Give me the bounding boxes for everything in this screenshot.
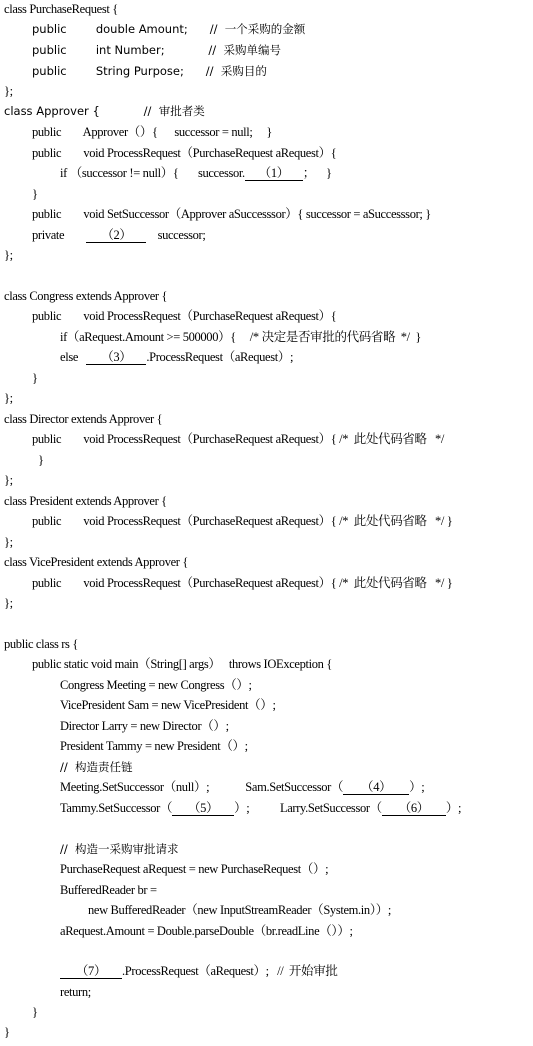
code-text: public class rs { [4,637,78,651]
code-line [60,982,91,1002]
blank-2: （2） [86,227,146,243]
code-line [4,245,13,265]
code-text: .ProcessRequest（aRequest）; [146,350,294,364]
code-text: class Director extends Approver { [4,412,163,426]
code-line [32,61,267,81]
code-line [32,122,272,142]
code-line [32,40,281,60]
code-text: }; [4,84,13,98]
code-text: }; [4,473,13,487]
code-text: // 构造责任链 [60,760,133,774]
blank-4: （4） [343,779,409,795]
code-text: public void ProcessRequest（PurchaseRequest aRequest）{ /* 此处代码省略 */ } [32,576,453,590]
code-text: new BufferedReader（new InputStreamReader（System.in））; [88,903,392,917]
code-text: ）; Larry.SetSuccessor（ [234,801,382,815]
code-text: ； } [302,166,332,180]
blank-7: （7） [60,963,122,979]
code-text: }; [4,535,13,549]
code-text: public void ProcessRequest（PurchaseRequest aRequest）{ /* 此处代码省略 */ } [32,514,453,528]
code-text: BufferedReader br = [60,883,157,897]
code-line [60,777,424,797]
code-text: if（aRequest.Amount >= 500000）{ /* 决定是否审批的代码省略 */ } [60,330,421,344]
code-line [4,286,167,306]
code-text: aRequest.Amount = Double.parseDouble（br.readLine（））; [60,924,353,938]
code-text: else [60,350,87,364]
code-line [4,101,205,121]
code-line [32,1002,38,1022]
code-line [4,470,13,490]
code-line [32,204,431,224]
code-line [32,654,332,674]
code-line [60,716,229,736]
code-text: public void SetSuccessor（Approver aSuccesssor）{ successor = aSuccesssor; } [32,207,431,221]
code-line [60,798,461,818]
code-line [60,675,252,695]
code-line [88,900,391,920]
code-text: Congress Meeting = new Congress（）; [60,678,252,692]
code-text: public void ProcessRequest（PurchaseRequest aRequest）{ [32,146,337,160]
code-text: class VicePresident extends Approver { [4,555,189,569]
code-text: private [32,228,87,242]
code-line [60,327,421,347]
code-text: } [38,453,44,467]
code-text: } [32,371,38,385]
code-line [60,347,293,367]
code-line [4,81,13,101]
code-line [32,368,38,388]
code-line [32,225,205,245]
code-text: public Approver（）{ successor = null; } [32,125,273,139]
code-line [4,388,13,408]
code-text: public int Number; // 采购单编号 [32,43,281,57]
code-line [60,736,248,756]
blank-6: （6） [382,800,446,816]
code-text: public String Purpose; // 采购目的 [32,64,267,78]
code-text: ）; [445,801,462,815]
code-line [32,511,452,531]
code-line [4,409,162,429]
code-line [32,573,452,593]
code-text: } [4,1025,10,1039]
code-line [60,921,353,941]
blank-3: （3） [86,349,146,365]
code-text: Tammy.SetSuccessor（ [60,801,173,815]
code-text: }; [4,248,13,262]
code-line [38,450,44,470]
code-line [4,593,13,613]
code-line [4,634,78,654]
code-text: public void ProcessRequest（PurchaseRequest aRequest）{ [32,309,337,323]
code-line [60,757,133,777]
code-text: } [32,1005,38,1019]
code-line [60,695,276,715]
blank-5: （5） [172,800,234,816]
code-line [60,839,179,859]
code-text: successor; [146,228,206,242]
blank-1: （1） [245,165,303,181]
code-text: class Approver { // 审批者类 [4,104,205,118]
code-line [4,532,13,552]
code-text: }; [4,391,13,405]
code-text: PurchaseRequest aRequest = new PurchaseRequest（）; [60,862,329,876]
code-line [32,184,38,204]
code-text: President Tammy = new President（）; [60,739,248,753]
code-text: return; [60,985,91,999]
code-text: .ProcessRequest（aRequest）; // 开始审批 [122,964,338,978]
code-line [4,491,167,511]
code-text: if （successor != null）{ successor. [60,166,245,180]
code-text: class PurchaseRequest { [4,2,118,16]
code-line [4,552,188,572]
code-text: class President extends Approver { [4,494,167,508]
code-text: // 构造一采购审批请求 [60,842,179,856]
code-line [32,143,336,163]
code-text: ）; [409,780,425,794]
code-text: Director Larry = new Director（）; [60,719,229,733]
code-line [32,306,336,326]
code-text: public void ProcessRequest（PurchaseRequest aRequest）{ /* 此处代码省略 */ [32,432,444,446]
code-line [4,0,118,19]
code-text: public static void main（String[] args） throws IOException { [32,657,332,671]
code-text: }; [4,596,13,610]
code-text: public double Amount; // 一个采购的金额 [32,22,306,36]
code-line [32,19,305,39]
code-line [60,961,338,981]
code-text: class Congress extends Approver { [4,289,168,303]
code-line [32,429,444,449]
code-text: } [32,187,38,201]
code-line [4,1022,10,1042]
code-text: Meeting.SetSuccessor（null）; Sam.SetSuccessor（ [60,780,344,794]
code-text: VicePresident Sam = new VicePresident（）; [60,698,276,712]
code-line [60,163,332,183]
code-line [60,859,328,879]
code-line [60,880,157,900]
